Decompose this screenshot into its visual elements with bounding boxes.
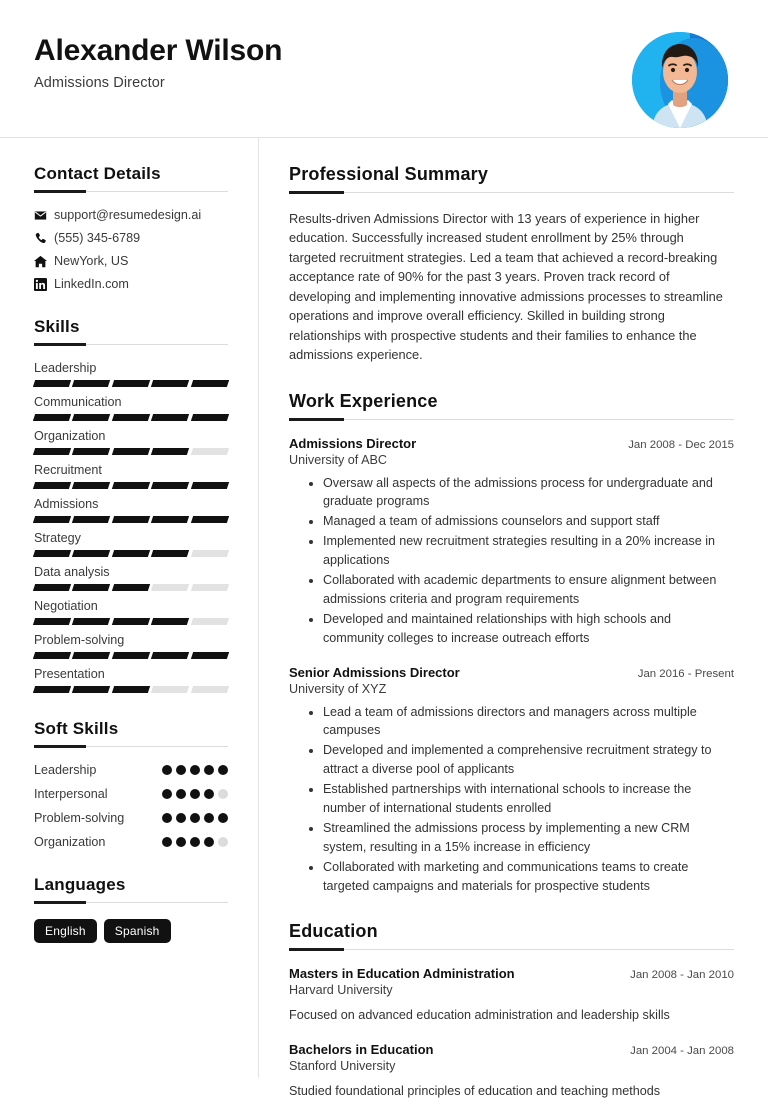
rating-dot	[162, 837, 172, 847]
soft-skill-rating	[162, 789, 228, 799]
rating-dot	[190, 789, 200, 799]
entry-title: Masters in Education Administration	[289, 966, 515, 982]
skill-label: Recruitment	[34, 463, 102, 477]
skill-bar-segment	[72, 686, 111, 693]
skill-item	[34, 565, 228, 591]
work-entry	[289, 436, 734, 648]
rating-dot	[176, 765, 186, 775]
entry-date: Jan 2008 - Jan 2010	[630, 969, 734, 982]
skill-bar-segment	[72, 380, 111, 387]
heading-rule	[289, 949, 734, 950]
entry-description: Studied foundational principles of education and teaching methods	[289, 1084, 661, 1099]
profile-photo-icon	[632, 32, 728, 128]
skill-bar-segment	[151, 380, 190, 387]
section-heading: Soft Skills	[34, 719, 119, 738]
contact-item-location[interactable]	[34, 254, 228, 268]
section-heading: Education	[289, 921, 378, 942]
entry-bullet: • Lead a team of admissions directors and managers across multiple campuses	[323, 703, 734, 741]
skill-bar-segment	[33, 380, 72, 387]
skill-bar-segment	[190, 448, 229, 455]
soft-skills-list	[34, 763, 228, 849]
skill-bar-segment	[112, 652, 151, 659]
skill-bar-segment	[190, 652, 229, 659]
rating-dot	[204, 789, 214, 799]
skills-heading-block	[34, 317, 228, 345]
section-heading: Work Experience	[289, 390, 438, 411]
section-soft-skills	[34, 719, 228, 849]
skill-bar-segment	[33, 448, 72, 455]
entry-header	[289, 665, 734, 680]
rating-dot	[162, 813, 172, 823]
skill-label: Communication	[34, 395, 122, 409]
page-title: Alexander Wilson	[34, 34, 283, 67]
skill-bar-segment	[190, 686, 229, 693]
skill-bar-segment	[151, 516, 190, 523]
contact-item-phone[interactable]	[34, 231, 228, 245]
envelope-icon	[34, 209, 54, 222]
skill-bar-segment	[33, 516, 72, 523]
entry-organization: University of ABC	[289, 452, 387, 467]
education-entry	[289, 966, 734, 1025]
entry-description: Focused on advanced education administration and leadership skills	[289, 1008, 670, 1023]
skill-level-bar	[34, 686, 228, 693]
section-heading: Skills	[34, 317, 80, 336]
entry-bullet: • Collaborated with academic departments to ensure alignment between admissions criteria and program requirements	[323, 571, 734, 609]
skill-label: Negotiation	[34, 599, 98, 613]
heading-rule	[34, 902, 228, 903]
entry-bullet: • Developed and maintained relationships with high schools and community colleges to increase outreach efforts	[323, 610, 734, 648]
contact-value: support@resumedesign.ai	[54, 208, 202, 222]
skill-item	[34, 667, 228, 693]
rating-dot	[204, 813, 214, 823]
rating-dot	[190, 765, 200, 775]
skill-label: Admissions	[34, 497, 99, 511]
work-heading-block	[289, 391, 734, 420]
soft-skill-row	[34, 835, 228, 849]
section-education	[289, 921, 734, 1101]
rating-dot	[218, 837, 228, 847]
skill-bar-segment	[33, 482, 72, 489]
entry-bullet: • Established partnerships with international schools to increase the number of international students enrolled	[323, 780, 734, 818]
soft-skill-label: Leadership	[34, 763, 97, 777]
skill-level-bar	[34, 482, 228, 489]
summary-heading-block	[289, 164, 734, 193]
rating-dot	[176, 789, 186, 799]
skill-bar-segment	[190, 618, 229, 625]
education-entry-list	[289, 966, 734, 1101]
soft-skill-rating	[162, 765, 228, 775]
work-entry-list	[289, 436, 734, 896]
contact-value: (555) 345-6789	[54, 231, 141, 245]
entry-title: Bachelors in Education	[289, 1042, 434, 1058]
soft-skill-rating	[162, 813, 228, 823]
skill-bar-segment	[112, 516, 151, 523]
skill-bar-segment	[190, 584, 229, 591]
heading-rule	[34, 191, 228, 192]
home-icon	[34, 255, 54, 268]
entry-title: Admissions Director	[289, 435, 417, 451]
skill-bar-segment	[112, 686, 151, 693]
contact-heading-block	[34, 164, 228, 192]
education-heading-block	[289, 921, 734, 950]
skill-item	[34, 395, 228, 421]
summary-text: Results-driven Admissions Director with 13 years of experience in higher education. Successfully increased student enrollment by 25% through targeted recruitment strategies. Led a team that achieved a record-breaking acceptance rate of 90% for the past 3 years. Proven track record of developing and implementing innovative admissions processes to streamline operations and improve overall efficiency. Skilled in building strong relationships with prospective students and their families to enhance the admissions experience.	[289, 211, 723, 363]
rating-dot	[176, 837, 186, 847]
rating-dot	[218, 765, 228, 775]
skill-level-bar	[34, 550, 228, 557]
language-pill[interactable]: Spanish	[104, 919, 171, 943]
entry-bullet: • Streamlined the admissions process by implementing a new CRM system, resulting in a 15% increase in efficiency	[323, 819, 734, 857]
skill-item	[34, 497, 228, 523]
rating-dot	[204, 765, 214, 775]
entry-bullet-list	[289, 474, 734, 648]
entry-bullet: • Managed a team of admissions counselors and support staff	[323, 512, 734, 531]
skill-bar-segment	[72, 652, 111, 659]
rating-dot	[190, 837, 200, 847]
soft-skill-row	[34, 763, 228, 777]
skill-bar-segment	[33, 584, 72, 591]
skill-bar-segment	[112, 448, 151, 455]
entry-title: Senior Admissions Director	[289, 664, 460, 680]
skill-level-bar	[34, 414, 228, 421]
entry-bullet: • Implemented new recruitment strategies resulting in a 20% increase in applications	[323, 532, 734, 570]
skill-level-bar	[34, 516, 228, 523]
skill-bar-segment	[33, 652, 72, 659]
contact-item-email[interactable]	[34, 208, 228, 222]
skill-bar-segment	[33, 414, 72, 421]
resume-header	[0, 0, 768, 138]
sidebar-column	[0, 138, 259, 1078]
linkedin-icon	[34, 278, 54, 291]
section-languages	[34, 875, 228, 943]
avatar	[632, 32, 728, 128]
skill-bar-segment	[72, 618, 111, 625]
rating-dot	[218, 789, 228, 799]
skill-label: Presentation	[34, 667, 105, 681]
skill-bar-segment	[72, 550, 111, 557]
skill-bar-segment	[151, 618, 190, 625]
skill-bar-segment	[112, 414, 151, 421]
header-identity	[34, 34, 282, 91]
soft-skills-heading-block	[34, 719, 228, 747]
rating-dot	[176, 813, 186, 823]
skill-bar-segment	[72, 448, 111, 455]
languages-heading-block	[34, 875, 228, 903]
skill-item	[34, 531, 228, 557]
rating-dot	[190, 813, 200, 823]
contact-value: NewYork, US	[54, 254, 129, 268]
entry-organization: University of XYZ	[289, 681, 387, 696]
heading-rule	[34, 344, 228, 345]
work-entry	[289, 665, 734, 896]
skill-bar-segment	[151, 482, 190, 489]
skill-bar-segment	[112, 584, 151, 591]
soft-skill-label: Organization	[34, 835, 106, 849]
section-professional-summary	[289, 164, 734, 365]
skill-label: Organization	[34, 429, 106, 443]
skill-item	[34, 633, 228, 659]
skill-bar-segment	[190, 414, 229, 421]
entry-bullet: • Collaborated with marketing and communications teams to create targeted campaigns and materials for prospective students	[323, 858, 734, 896]
skill-bar-segment	[72, 482, 111, 489]
skill-bar-segment	[190, 550, 229, 557]
section-work-experience	[289, 391, 734, 896]
skill-label: Leadership	[34, 361, 97, 375]
skill-bar-segment	[72, 584, 111, 591]
entry-organization: Harvard University	[289, 983, 393, 998]
soft-skill-label: Problem-solving	[34, 811, 125, 825]
rating-dot	[162, 765, 172, 775]
skill-item	[34, 429, 228, 455]
soft-skill-row	[34, 787, 228, 801]
skill-bar-segment	[151, 414, 190, 421]
soft-skill-rating	[162, 837, 228, 847]
rating-dot	[204, 837, 214, 847]
contact-value: LinkedIn.com	[54, 277, 129, 291]
skill-bar-segment	[112, 618, 151, 625]
skill-item	[34, 599, 228, 625]
skill-item	[34, 361, 228, 387]
soft-skill-label: Interpersonal	[34, 787, 108, 801]
section-contact-details	[34, 164, 228, 291]
language-pill[interactable]: English	[34, 919, 97, 943]
entry-bullet: • Oversaw all aspects of the admissions process for undergraduate and graduate programs	[323, 474, 734, 512]
skill-bar-segment	[72, 414, 111, 421]
skill-level-bar	[34, 652, 228, 659]
entry-bullet-list	[289, 703, 734, 896]
resume-body	[0, 138, 768, 1099]
skills-list	[34, 361, 228, 693]
skill-bar-segment	[151, 550, 190, 557]
job-role-subtitle: Admissions Director	[34, 74, 165, 91]
contact-item-linkedin[interactable]	[34, 277, 228, 291]
section-heading: Contact Details	[34, 164, 161, 183]
skill-bar-segment	[190, 380, 229, 387]
section-heading: Professional Summary	[289, 164, 489, 184]
entry-header	[289, 436, 734, 451]
rating-dot	[162, 789, 172, 799]
skill-bar-segment	[190, 482, 229, 489]
skill-level-bar	[34, 584, 228, 591]
skill-level-bar	[34, 448, 228, 455]
skill-label: Strategy	[34, 531, 81, 545]
skill-level-bar	[34, 380, 228, 387]
education-entry	[289, 1042, 734, 1101]
entry-date: Jan 2016 - Present	[637, 667, 734, 680]
heading-rule	[289, 419, 734, 420]
skill-bar-segment	[112, 380, 151, 387]
skill-bar-segment	[112, 482, 151, 489]
heading-rule	[289, 192, 734, 193]
skill-bar-segment	[72, 516, 111, 523]
languages-list	[34, 919, 228, 943]
rating-dot	[218, 813, 228, 823]
skill-label: Data analysis	[34, 565, 110, 579]
soft-skill-row	[34, 811, 228, 825]
skill-bar-segment	[151, 652, 190, 659]
entry-organization: Stanford University	[289, 1059, 396, 1074]
skill-bar-segment	[151, 584, 190, 591]
entry-date: Jan 2004 - Jan 2008	[630, 1045, 734, 1058]
section-skills	[34, 317, 228, 693]
skill-level-bar	[34, 618, 228, 625]
skill-bar-segment	[112, 550, 151, 557]
skill-bar-segment	[151, 448, 190, 455]
entry-date: Jan 2008 - Dec 2015	[628, 438, 734, 451]
skill-bar-segment	[33, 618, 72, 625]
entry-bullet: • Developed and implemented a comprehensive recruitment strategy to attract a diverse pool of applicants	[323, 741, 734, 779]
phone-icon	[34, 232, 54, 245]
main-column	[259, 138, 768, 1099]
skill-label: Problem-solving	[34, 633, 125, 647]
skill-bar-segment	[33, 550, 72, 557]
skill-item	[34, 463, 228, 489]
entry-header	[289, 966, 734, 981]
heading-rule	[34, 746, 228, 747]
skill-bar-segment	[33, 686, 72, 693]
entry-header	[289, 1042, 734, 1057]
contact-list	[34, 208, 228, 291]
skill-bar-segment	[190, 516, 229, 523]
skill-bar-segment	[151, 686, 190, 693]
section-heading: Languages	[34, 875, 126, 894]
